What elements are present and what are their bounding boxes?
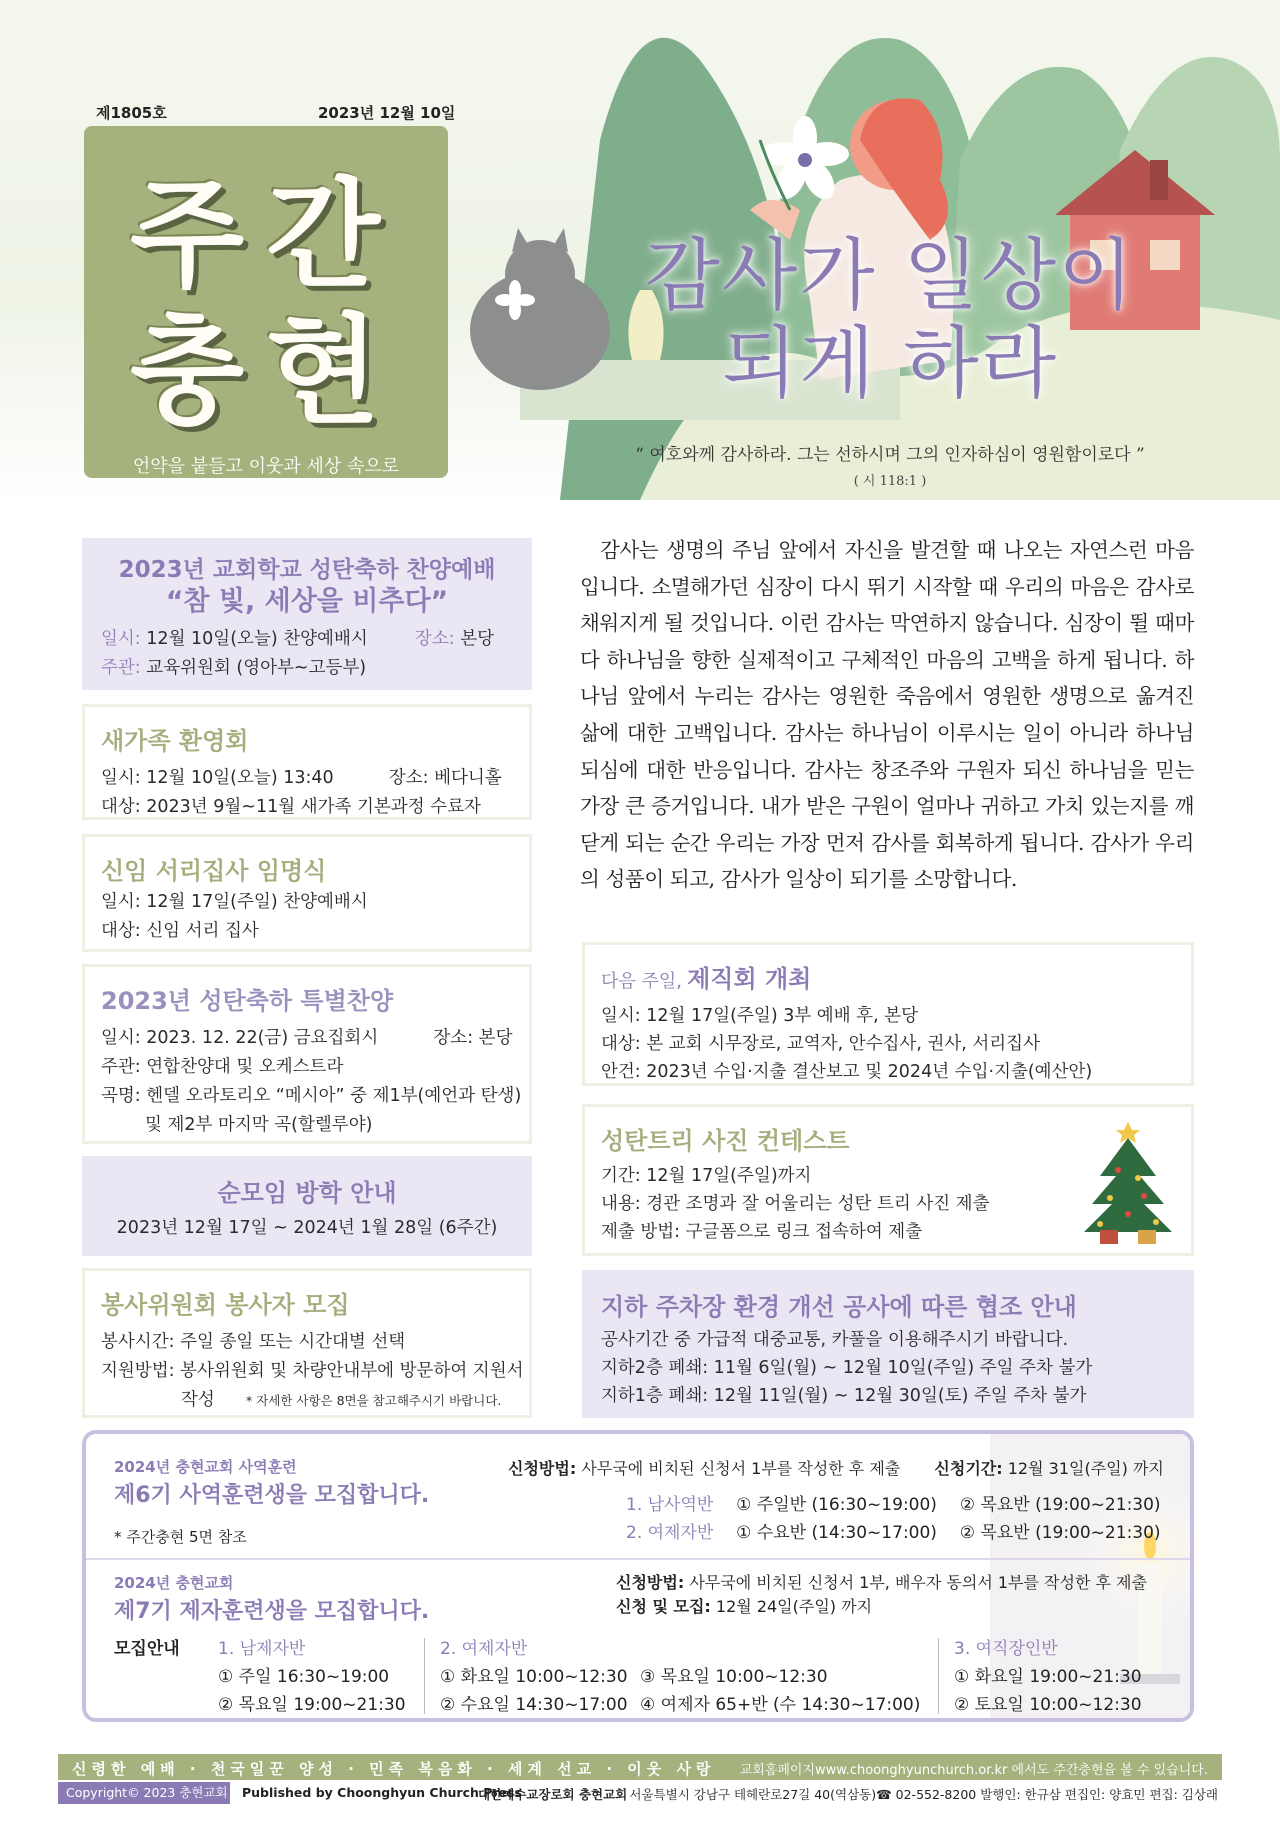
disciple-g1-b: ② 목요일 19:00~21:30 [218,1695,406,1715]
ministry-row2 [626,1518,1161,1543]
headline-line1: 감사가 일상이 [644,231,1136,321]
panel-divider [86,1558,1190,1560]
volunteer-method-cont [101,1386,513,1415]
disciple-g2-d: ④ 여제자 65+반 (수 14:30~17:00) [640,1695,921,1715]
special-song-cont: 및 제2부 마지막 곡(할렐루야) [145,1115,373,1135]
bible-verse-reference: ( 시 118:1 ) [853,474,927,489]
ministry-row1-label: 1. 남사역반 [626,1495,714,1515]
parking-b1: 지하1층 폐쇄: 12월 11일(월) ~ 12월 30일(토) 주일 주차 불가 [601,1386,1087,1406]
disciple-apply: 12월 24일(주일) 까지 [715,1597,873,1616]
ministry-method-row [508,1456,1164,1479]
welcome-date: 일시: 12월 10일(오늘) 13:40 [101,768,334,788]
concert-subtitle: “참 빛, 세상을 비추다” [165,586,449,617]
welcome-line1 [101,764,513,793]
notice-council [582,942,1194,1086]
disciple-g2-b: ② 수요일 14:30~17:00 [440,1695,628,1715]
footer-copyright: Copyright© 2023 충현교회 [58,1782,230,1804]
notice-deacon [82,834,532,952]
disciple-g2-c: ③ 목요일 10:00~12:30 [640,1667,828,1687]
disciple-g3-label: 3. 여직장인반 [954,1639,1058,1659]
disciple-g1-a: ① 주일 16:30~19:00 [218,1667,390,1687]
disciple-apply-label: 신청 및 모집: [616,1597,711,1616]
concert-host-label: 주관: [101,658,141,678]
disciple-apply-row [616,1594,872,1617]
footer-slogan: 신령한 예배 · 천국일꾼 양성 · 민족 복음화 · 세계 선교 · 이웃 사랑 [72,1760,716,1778]
notice-concert [82,538,532,690]
ministry-row2-label: 2. 여제자반 [626,1523,714,1543]
disciple-method-row [616,1570,1147,1593]
ministry-big-title: 제6기 사역훈련생을 모집합니다. [114,1483,430,1508]
church-logo: 대한예수교장로회 충현교회 [478,1787,628,1802]
concert-date-label: 일시: [101,629,141,649]
council-heading [601,959,1175,994]
parking-b2: 지하2층 폐쇄: 11월 6일(월) ~ 12월 10일(주일) 주일 주차 불가 [601,1358,1093,1378]
footer-address: 서울특별시 강남구 테헤란로27길 40(역삼동)☎ 02-552-8200 발행인: 한규삼 편집인: 양효민 편집: 김상래 [629,1787,1218,1802]
welcome-place: 장소: 베다니홀 [388,768,502,788]
headline-line2: 되게 하라 [721,319,1059,409]
masthead [84,126,448,478]
column-divider [938,1638,939,1714]
deacon-target: 대상: 신임 서리 집사 [101,921,259,941]
ministry-period: 12월 31일(주일) 까지 [1007,1459,1164,1478]
disciple-g2-label: 2. 여제자반 [440,1639,528,1659]
volunteer-time: 봉사시간: 주일 종일 또는 시간대별 선택 [101,1332,406,1352]
disciple-g3-b: ② 토요일 10:00~12:30 [954,1695,1142,1715]
concert-host-row [101,654,513,683]
special-line1 [101,1024,513,1053]
disciple-method: 사무국에 비치된 신청서 1부, 배우자 동의서 1부를 작성한 후 제출 [689,1573,1147,1592]
notice-volunteer [82,1268,532,1418]
deacon-date: 일시: 12월 17일(주일) 찬양예배시 [101,892,368,912]
council-pre: 다음 주일, [601,971,682,992]
parking-title: 지하 주차장 환경 개선 공사에 따른 협조 안내 [601,1293,1077,1321]
footer-slogan-bar [58,1754,1222,1780]
contest-method: 제출 방법: 구글폼으로 링크 접속하여 제출 [601,1222,923,1242]
contest-period: 기간: 12월 17일(주일)까지 [601,1166,812,1186]
footer-homepage[interactable]: 교회홈페이지www.choonghyunchurch.or.kr 에서도 주간충현을 볼 수 있습니다. [739,1763,1208,1778]
disciple-big-title: 제7기 제자훈련생을 모집합니다. [114,1599,430,1624]
issue-number: 제1805호 [96,104,167,122]
notice-vacation [82,1156,532,1256]
bible-verse: “ 여호와께 감사하라. 그는 선하시며 그의 인자하심이 영원함이로다 ” [635,445,1145,465]
ministry-small-title: 2024년 충현교회 사역훈련 [114,1458,297,1476]
masthead-title-line2: 충현 [130,302,402,440]
concert-date: 12월 10일(오늘) 찬양예배시 [146,629,368,649]
council-title: 제직회 개최 [687,965,812,993]
ministry-row1 [626,1490,1161,1515]
notice-parking [582,1270,1194,1418]
vacation-title: 순모임 방학 안내 [217,1179,397,1207]
concert-host: 교육위원회 (영아부~고등부) [146,658,367,678]
concert-place-label: 장소: [414,629,455,649]
welcome-title: 새가족 환영회 [101,727,249,755]
disciple-g2-a: ① 화요일 10:00~12:30 [440,1667,628,1687]
column-divider [424,1638,425,1714]
contest-content: 내용: 경관 조명과 잘 어울리는 성탄 트리 사진 제출 [601,1194,990,1214]
volunteer-title: 봉사위원회 봉사자 모집 [101,1291,350,1319]
notice-special-choir [82,964,532,1144]
ministry-row1-b: ② 목요반 (19:00~21:30) [959,1495,1161,1515]
disciple-small-title: 2024년 충현교회 [114,1574,234,1592]
headline [560,232,1220,408]
special-host: 주관: 연합찬양대 및 오케스트라 [101,1057,344,1077]
ministry-row2-b: ② 목요반 (19:00~21:30) [959,1523,1161,1543]
ministry-method-label: 신청방법: [508,1459,577,1478]
contest-title: 성탄트리 사진 컨테스트 [601,1127,850,1155]
council-target: 대상: 본 교회 시무장로, 교역자, 안수집사, 권사, 서리집사 [601,1034,1040,1054]
ministry-method: 사무국에 비치된 신청서 1부를 작성한 후 제출 [581,1459,901,1478]
parking-note: 공사기간 중 가급적 대중교통, 카풀을 이용해주시기 바랍니다. [601,1330,1069,1350]
disciple-g1-label: 1. 남제자반 [218,1639,306,1659]
training-recruitment-panel [82,1430,1194,1722]
disciple-g3-a: ① 화요일 19:00~21:30 [954,1667,1142,1687]
deacon-title: 신임 서리집사 임명식 [101,857,327,885]
notice-welcome [82,704,532,820]
ministry-period-label: 신청기간: [934,1459,1003,1478]
welcome-target: 대상: 2023년 9월~11월 새가족 기본과정 수료자 [101,797,481,817]
council-date: 일시: 12월 17일(주일) 3부 예배 후, 본당 [601,1006,919,1026]
hero-illustration [0,0,1280,500]
ministry-row2-a: ① 수요반 (14:30~17:00) [736,1523,937,1543]
masthead-motto: 언약을 붙들고 이웃과 세상 속으로 [132,456,400,477]
special-place: 장소: 본당 [433,1028,513,1048]
footer-publisher: Published by Choonghyun Church Press [242,1785,522,1800]
footer-info-bar [58,1782,1222,1804]
concert-place: 본당 [460,629,495,649]
concert-title: 2023년 교회학교 성탄축하 찬양예배 [118,557,496,583]
ministry-row1-a: ① 주일반 (16:30~19:00) [736,1495,937,1515]
disciple-guide-label: 모집안내 [114,1639,180,1659]
disciple-method-label: 신청방법: [616,1573,685,1592]
concert-date-row [101,625,513,654]
editorial-essay: 감사는 생명의 주님 앞에서 자신을 발견할 때 나오는 자연스런 마음입니다. 소멸해가던 심장이 다시 뛰기 시작할 때 우리의 마음은 감사로 채워지게 될 것입니다. 이런 감사는 막연하지 않습니다. 심장이 뛸 때마다 하나님을 향한 실제적이고 구체적인 마음의 고백을 하게 됩니다. 하나님 앞에서 누리는 감사는 영원한 죽음에서 영원한 생명으로 옮겨진 삶에 대한 고백입니다. 감사는 하나님이 이루시는 일이 아니라 하나님 되심에 대한 반응입니다. 감사는 창조주와 구원자 되신 하나님을 믿는 가장 큰 증거입니다. 내가 받은 구원이 얼마나 귀하고 가치 있는지를 깨닫게 되는 순간 우리는 가장 먼저 감사를 회복하게 됩니다. 감사가 우리의 성품이 되고, 감사가 일상이 되기를 소망합니다. [580,538,1194,892]
vacation-period: 2023년 12월 17일 ~ 2024년 1월 28일 (6주간) [116,1218,498,1238]
special-date: 일시: 2023. 12. 22(금) 금요집회시 [101,1028,379,1048]
council-agenda: 안건: 2023년 수입·지출 결산보고 및 2024년 수입·지출(예산안) [601,1062,1093,1082]
issue-date: 2023년 12월 10일 [318,104,456,122]
volunteer-method: 지원방법: 봉사위원회 및 차량안내부에 방문하여 지원서 [101,1361,524,1381]
volunteer-method-end: 작성 [181,1390,215,1410]
volunteer-note: * 자세한 사항은 8면을 참고해주시기 바랍니다. [245,1393,502,1408]
christmas-tree-icon [1078,1118,1178,1246]
special-title: 2023년 성탄축하 특별찬양 [101,987,394,1015]
ministry-note: * 주간충현 5면 참조 [114,1528,247,1546]
special-song: 곡명: 헨델 오라토리오 “메시아” 중 제1부(예언과 탄생) [101,1086,522,1106]
masthead-title-line1: 주간 [130,166,402,304]
